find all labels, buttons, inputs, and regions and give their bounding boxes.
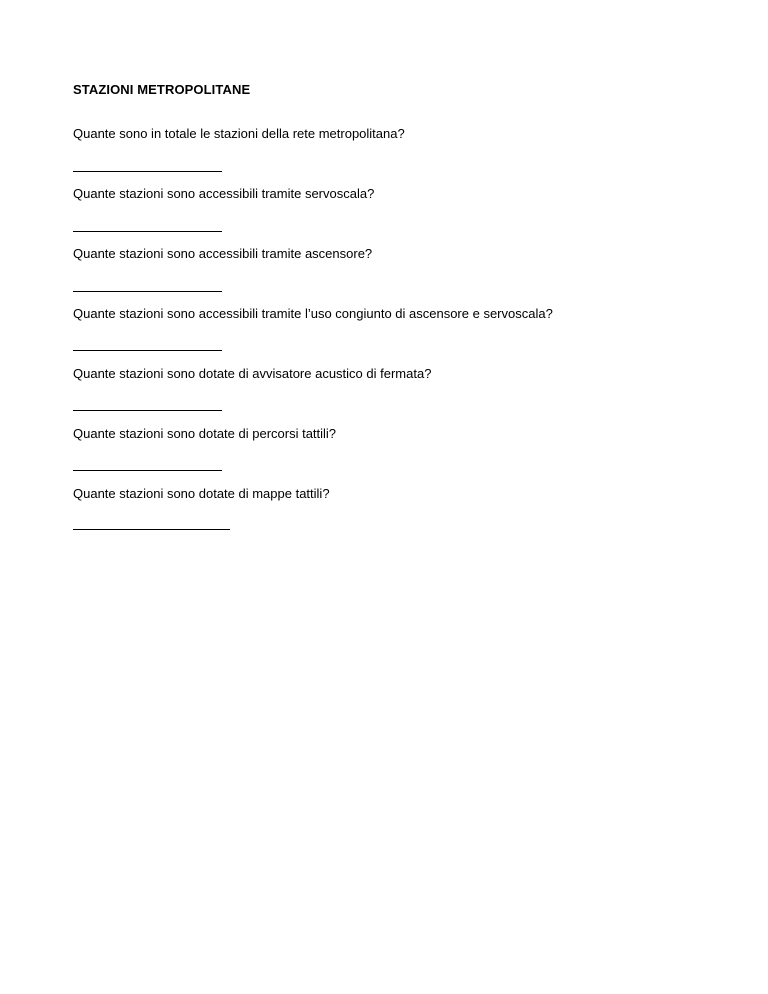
question-stair-lift: Quante stazioni sono accessibili tramite servoscala? xyxy=(73,186,375,201)
document-title: STAZIONI METROPOLITANE xyxy=(73,82,251,97)
answer-line-total-stations xyxy=(73,171,222,172)
question-acoustic-stop-announcer: Quante stazioni sono dotate di avvisatore acustico di fermata? xyxy=(73,366,432,381)
question-tactile-paths: Quante stazioni sono dotate di percorsi tattili? xyxy=(73,426,337,441)
question-total-stations: Quante sono in totale le stazioni della rete metropolitana? xyxy=(73,126,405,141)
question-elevator-and-stair-lift: Quante stazioni sono accessibili tramite l’uso congiunto di ascensore e servoscala? xyxy=(73,306,553,321)
answer-line-elevator xyxy=(73,291,222,292)
answer-line-acoustic-stop-announcer xyxy=(73,410,222,411)
answer-line-stair-lift xyxy=(73,231,222,232)
answer-line-tactile-paths xyxy=(73,470,222,471)
question-tactile-maps: Quante stazioni sono dotate di mappe tattili? xyxy=(73,486,330,501)
answer-line-elevator-and-stair-lift xyxy=(73,350,222,351)
answer-line-tactile-maps xyxy=(73,529,230,530)
question-elevator: Quante stazioni sono accessibili tramite ascensore? xyxy=(73,246,373,261)
